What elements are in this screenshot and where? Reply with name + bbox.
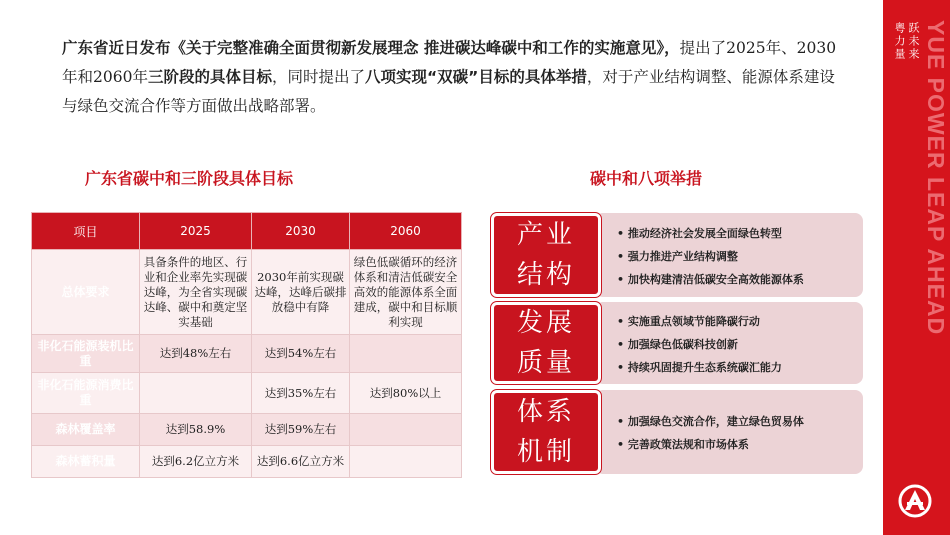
slogan-en: YUE POWER LEAP AHEAD bbox=[923, 20, 949, 336]
measure-item: • 实施重点领域节能降碳行动 bbox=[617, 314, 760, 328]
measure-item: • 完善政策法规和市场体系 bbox=[617, 438, 749, 451]
table-cell bbox=[140, 373, 252, 414]
intro-paragraph bbox=[62, 34, 842, 121]
table-cell: 达到35%左右 bbox=[252, 373, 350, 414]
table-cell: 2030年前实现碳达峰，达峰后碳排放稳中有降 bbox=[252, 250, 350, 335]
slogan-cn-1: 粤力量 bbox=[893, 22, 906, 61]
measure-item: • 加强绿色交流合作，建立绿色贸易体 bbox=[617, 415, 804, 428]
row-label: 总体要求 bbox=[32, 250, 140, 335]
intro-text-3: ，对于产业结构调整、能源体系建设与绿色交流合作等方面做出战略部署。 bbox=[62, 68, 835, 115]
measure-item: • 推动经济社会发展全面绿色转型 bbox=[617, 226, 782, 240]
company-logo-icon bbox=[898, 484, 932, 522]
table-cell bbox=[350, 414, 462, 446]
measure-category-label: 体系 机制 bbox=[491, 390, 601, 474]
measure-category-label: 发展 质量 bbox=[491, 302, 601, 384]
table-row bbox=[32, 250, 462, 335]
table-cell: 达到6.6亿立方米 bbox=[252, 446, 350, 478]
table-cell: 达到6.2亿立方米 bbox=[140, 446, 252, 478]
goals-table bbox=[31, 212, 462, 478]
measure-group-industry bbox=[491, 213, 863, 297]
measure-item: • 加强绿色低碳科技创新 bbox=[617, 337, 738, 351]
intro-bold-lead: 广东省近日发布《关于完整准确全面贯彻新发展理念 推进碳达峰碳中和工作的实施意见》， bbox=[62, 39, 680, 57]
slogan-cn-2: 跃未来 bbox=[907, 22, 920, 61]
right-section-title: 碳中和八项举措 bbox=[590, 169, 703, 188]
table-header-2025: 2025 bbox=[140, 213, 252, 250]
row-label: 森林覆盖率 bbox=[32, 414, 140, 446]
intro-bold-mid-1: 三阶段的具体目标 bbox=[147, 68, 272, 86]
table-cell bbox=[350, 335, 462, 373]
measure-group-system bbox=[491, 390, 863, 474]
left-section-title: 广东省碳中和三阶段具体目标 bbox=[85, 169, 294, 188]
table-header-2060: 2060 bbox=[350, 213, 462, 250]
intro-text-1: 提出了2025年、2030年和2060年 bbox=[62, 39, 837, 86]
measure-item: • 加快构建清洁低碳安全高效能源体系 bbox=[617, 272, 804, 286]
measure-list bbox=[595, 390, 863, 474]
measure-group-development bbox=[491, 302, 863, 384]
table-cell: 绿色低碳循环的经济体系和清洁低碳安全高效的能源体系全面建成，碳中和目标顺利实现 bbox=[350, 250, 462, 335]
table-cell: 达到58.9% bbox=[140, 414, 252, 446]
measure-item: • 强力推进产业结构调整 bbox=[617, 249, 738, 263]
row-label: 非化石能源消费比重 bbox=[32, 373, 140, 414]
table-cell: 达到48%左右 bbox=[140, 335, 252, 373]
table-cell: 达到80%以上 bbox=[350, 373, 462, 414]
table-header-item: 项目 bbox=[32, 213, 140, 250]
table-cell: 达到59%左右 bbox=[252, 414, 350, 446]
row-label: 非化石能源装机比重 bbox=[32, 335, 140, 373]
measure-list bbox=[595, 213, 863, 297]
table-row bbox=[32, 446, 462, 478]
measure-item: • 持续巩固提升生态系统碳汇能力 bbox=[617, 360, 782, 374]
intro-bold-mid-2: 八项实现“双碳”目标的具体举措 bbox=[364, 68, 587, 86]
table-cell: 具备条件的地区、行业和企业率先实现碳达峰，为全省实现碳达峰、碳中和奠定坚实基础 bbox=[140, 250, 252, 335]
table-header-row bbox=[32, 213, 462, 250]
table-header-2030: 2030 bbox=[252, 213, 350, 250]
table-row bbox=[32, 373, 462, 414]
measure-list bbox=[595, 302, 863, 384]
row-label: 森林蓄积量 bbox=[32, 446, 140, 478]
measure-category-label: 产业 结构 bbox=[491, 213, 601, 297]
table-row bbox=[32, 414, 462, 446]
table-cell bbox=[350, 446, 462, 478]
table-cell: 达到54%左右 bbox=[252, 335, 350, 373]
table-row bbox=[32, 335, 462, 373]
intro-text-2: ，同时提出了 bbox=[271, 68, 365, 86]
